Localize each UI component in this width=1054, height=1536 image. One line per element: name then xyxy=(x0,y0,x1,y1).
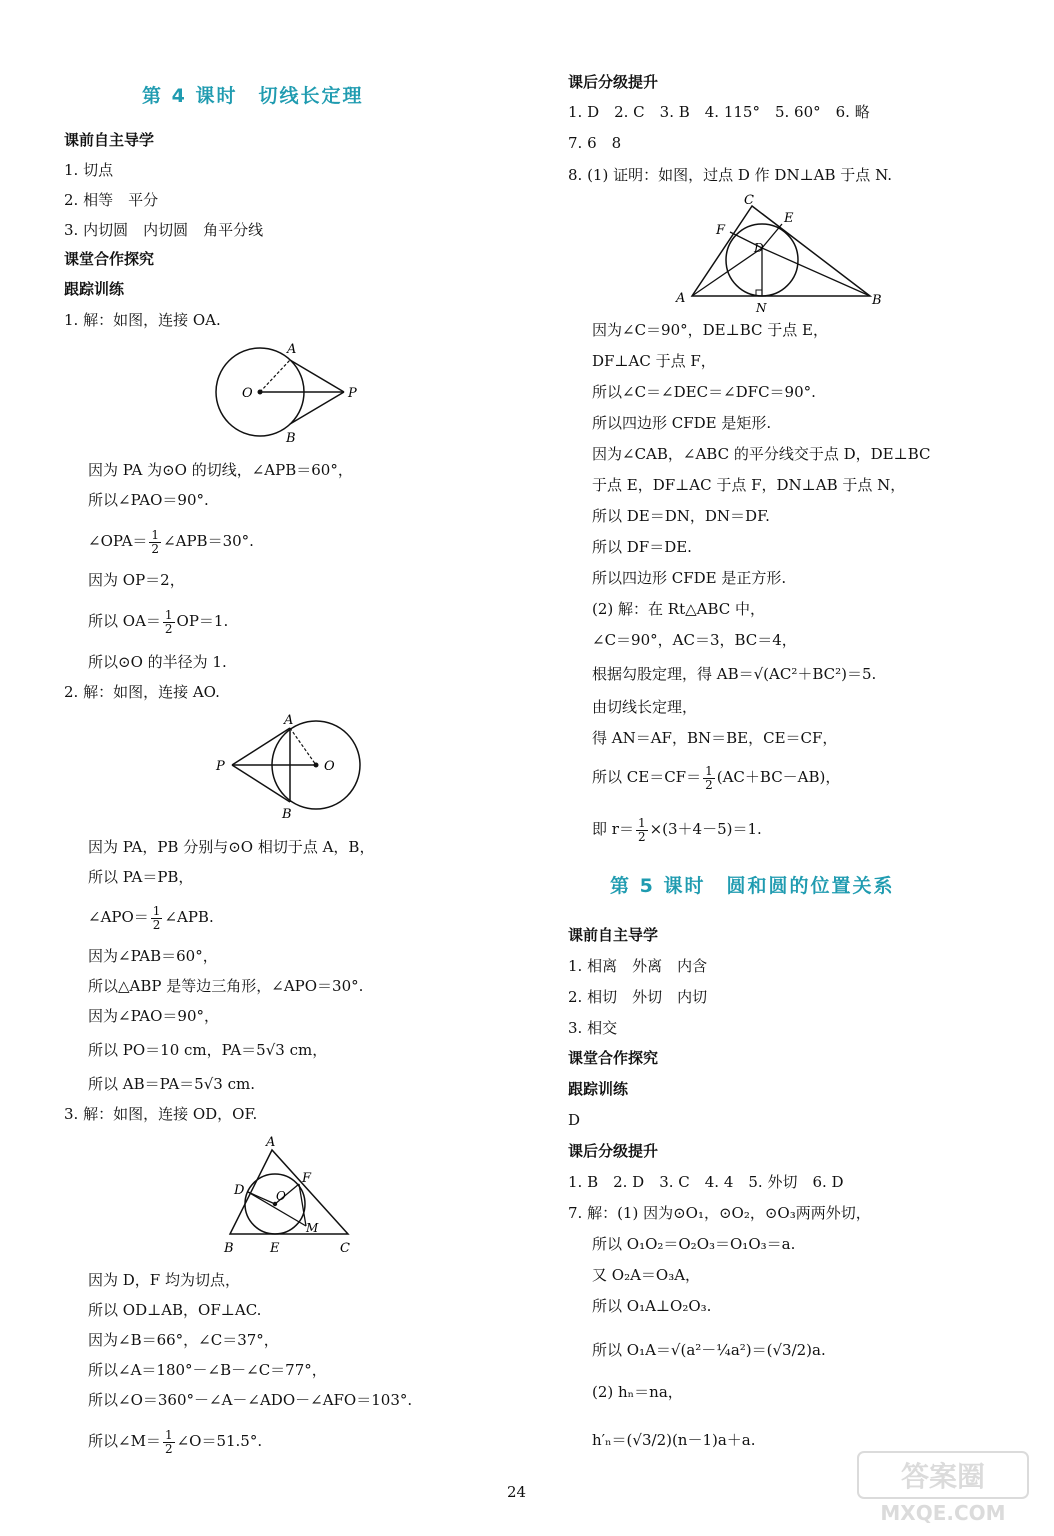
answer-line: 2. 相等 平分 xyxy=(64,191,159,209)
formula-prefix: 即 r＝ xyxy=(592,820,634,838)
svg-text:P: P xyxy=(348,386,357,401)
solution-line: 所以∠O＝360°－∠A－∠ADO－∠AFO＝103°. xyxy=(88,1391,413,1409)
fraction xyxy=(703,765,715,792)
svg-text:F: F xyxy=(302,1171,312,1186)
answer-line: 2. 相切 外切 内切 xyxy=(568,988,708,1006)
after-class-heading: 课后分级提升 xyxy=(568,73,659,91)
svg-text:B: B xyxy=(224,1241,234,1256)
pre-class-heading: 课前自主导学 xyxy=(64,131,155,149)
fraction xyxy=(636,817,648,844)
answer-line: 3. 内切圆 内切圆 角平分线 xyxy=(64,221,264,239)
fraction-numerator: 1 xyxy=(164,607,173,622)
tracking-heading: 跟踪训练 xyxy=(568,1080,629,1098)
svg-text:M: M xyxy=(306,1221,319,1235)
solution-line: 根据勾股定理，得 AB＝√(AC²＋BC²)＝5. xyxy=(592,665,877,683)
solution-line: 所以∠C＝∠DEC＝∠DFC＝90°. xyxy=(592,383,816,401)
solution-line: 因为∠PAB＝60°， xyxy=(88,947,218,965)
solution-line: 所以∠PAO＝90°. xyxy=(88,491,209,509)
question-2-head: 2. 解：如图，连接 AO. xyxy=(64,683,220,701)
solution-line: 因为∠PAO＝90°， xyxy=(88,1007,220,1025)
question-7-head: 7. 解：(1) 因为⊙O₁，⊙O₂，⊙O₃两两外切， xyxy=(568,1204,871,1222)
pre-class-heading: 课前自主导学 xyxy=(568,926,659,944)
svg-text:E: E xyxy=(270,1241,280,1256)
solution-line: 所以 DE＝DN，DN＝DF. xyxy=(592,507,770,525)
formula-rest: ∠O＝51.5°. xyxy=(176,1432,263,1450)
formula-prefix: 所以 OA＝ xyxy=(88,612,161,630)
fraction-denominator: 2 xyxy=(164,1441,173,1456)
fraction-denominator: 2 xyxy=(637,829,646,844)
solution-line: 所以 O₁A＝√(a²－¼a²)＝(√3/2)a. xyxy=(592,1341,826,1359)
class-coop-heading: 课堂合作探究 xyxy=(568,1049,659,1067)
answer-line: 7. 6 8 xyxy=(568,134,622,152)
solution-line-frac xyxy=(88,526,254,556)
solution-line: (2) 解：在 Rt△ABC 中， xyxy=(592,600,766,618)
formula-rest: (AC＋BC－AB)， xyxy=(716,768,841,786)
svg-text:A: A xyxy=(284,713,294,728)
question-8-head: 8. (1) 证明：如图，过点 D 作 DN⊥AB 于点 N. xyxy=(568,166,893,184)
solution-line-frac xyxy=(88,902,214,932)
formula-rest: ×(3＋4－5)＝1. xyxy=(649,820,762,838)
solution-line-frac xyxy=(88,606,228,636)
svg-text:B: B xyxy=(872,293,882,308)
solution-line-frac xyxy=(88,1426,262,1456)
svg-text:B: B xyxy=(282,807,292,820)
solution-line: 因为 PA 为⊙O 的切线，∠APB＝60°， xyxy=(88,461,353,479)
svg-text:C: C xyxy=(340,1241,350,1256)
figure-circle-tangents-1 xyxy=(212,338,372,446)
solution-line: ∠C＝90°，AC＝3，BC＝4， xyxy=(592,631,797,649)
fraction xyxy=(163,1429,175,1456)
solution-line: 因为 PA，PB 分别与⊙O 相切于点 A，B， xyxy=(88,838,375,856)
fraction-denominator: 2 xyxy=(151,541,160,556)
answer-line: 1. D 2. C 3. B 4. 115° 5. 60° 6. 略 xyxy=(568,103,870,121)
question-3-head: 3. 解：如图，连接 OD，OF. xyxy=(64,1105,258,1123)
fraction-denominator: 2 xyxy=(164,621,173,636)
svg-text:答案圈: 答案圈 xyxy=(900,1460,986,1493)
figure-right-triangle-incircle xyxy=(672,192,892,312)
fraction xyxy=(151,905,163,932)
fraction xyxy=(149,529,161,556)
answer-line: 1. 切点 xyxy=(64,161,114,179)
solution-line: 所以 PA＝PB， xyxy=(88,868,194,886)
answer-line: 3. 相交 xyxy=(568,1019,618,1037)
solution-line-frac xyxy=(592,762,840,792)
solution-line: 因为 OP＝2， xyxy=(88,571,185,589)
solution-line: 所以四边形 CFDE 是正方形. xyxy=(592,569,787,587)
fraction xyxy=(163,609,175,636)
svg-text:P: P xyxy=(216,759,225,774)
solution-line: 所以⊙O 的半径为 1. xyxy=(88,653,227,671)
solution-line: 所以四边形 CFDE 是矩形. xyxy=(592,414,772,432)
watermark-text: MXQE.COM xyxy=(880,1501,1006,1525)
svg-text:A: A xyxy=(676,291,686,306)
svg-text:D: D xyxy=(754,241,764,255)
svg-text:N: N xyxy=(756,301,767,312)
question-1-head: 1. 解：如图，连接 OA. xyxy=(64,311,221,329)
solution-line: 又 O₂A＝O₃A， xyxy=(592,1266,701,1284)
solution-line: 由切线长定理， xyxy=(592,698,698,716)
formula-rest: ∠APB＝30°. xyxy=(163,532,254,550)
figure-circle-tangents-2 xyxy=(212,710,372,820)
fraction-numerator: 1 xyxy=(164,1427,173,1442)
solution-line: 所以 O₁O₂＝O₂O₃＝O₁O₃＝a. xyxy=(592,1235,796,1253)
solution-line: 所以∠A＝180°－∠B－∠C＝77°， xyxy=(88,1361,327,1379)
svg-text:F: F xyxy=(716,223,726,238)
svg-text:E: E xyxy=(784,211,794,226)
svg-text:D: D xyxy=(234,1183,245,1198)
formula-prefix: ∠OPA＝ xyxy=(88,532,148,550)
after-class-heading: 课后分级提升 xyxy=(568,1142,659,1160)
fraction-numerator: 1 xyxy=(705,763,713,778)
svg-text:A: A xyxy=(287,342,297,357)
answer-line: D xyxy=(568,1111,581,1129)
page-number: 24 xyxy=(507,1483,527,1501)
solution-line: 所以 DF＝DE. xyxy=(592,538,692,556)
svg-text:O: O xyxy=(324,759,335,774)
fraction-numerator: 1 xyxy=(152,903,161,918)
solution-line: 因为 D，F 均为切点， xyxy=(88,1271,240,1289)
solution-line: (2) hₙ＝na， xyxy=(592,1383,683,1401)
solution-line: 因为∠B＝66°，∠C＝37°， xyxy=(88,1331,279,1349)
solution-line: DF⊥AC 于点 F， xyxy=(592,352,716,370)
figure-triangle-incircle xyxy=(220,1132,360,1262)
lesson-title-4: 第 4 课时 切线长定理 xyxy=(142,85,364,107)
watermark-logo xyxy=(848,1446,1038,1526)
solution-line: 所以 O₁A⊥O₂O₃. xyxy=(592,1297,712,1315)
formula-rest: ∠APB. xyxy=(164,908,214,926)
fraction-denominator: 2 xyxy=(152,917,161,932)
svg-text:O: O xyxy=(276,1189,286,1203)
fraction-numerator: 1 xyxy=(637,815,646,830)
svg-text:O: O xyxy=(242,386,253,401)
formula-prefix: ∠APO＝ xyxy=(88,908,149,926)
lesson-title-5: 第 5 课时 圆和圆的位置关系 xyxy=(610,875,895,897)
solution-line: 所以△ABP 是等边三角形，∠APO＝30°. xyxy=(88,977,364,995)
solution-line: 于点 E，DF⊥AC 于点 F，DN⊥AB 于点 N， xyxy=(592,476,906,494)
formula-prefix: 所以∠M＝ xyxy=(88,1432,161,1450)
fraction-numerator: 1 xyxy=(151,527,160,542)
answer-line: 1. B 2. D 3. C 4. 4 5. 外切 6. D xyxy=(568,1173,844,1191)
solution-line: 得 AN＝AF，BN＝BE，CE＝CF， xyxy=(592,729,838,747)
solution-line: 因为∠CAB，∠ABC 的平分线交于点 D，DE⊥BC xyxy=(592,445,931,463)
fraction-denominator: 2 xyxy=(705,777,713,792)
answer-line: 1. 相离 外离 内含 xyxy=(568,957,708,975)
solution-line: 所以 OD⊥AB，OF⊥AC. xyxy=(88,1301,262,1319)
formula-rest: OP＝1. xyxy=(176,612,229,630)
class-coop-heading: 课堂合作探究 xyxy=(64,250,155,268)
svg-text:C: C xyxy=(744,193,754,208)
svg-text:A: A xyxy=(266,1135,276,1150)
solution-line-frac xyxy=(592,814,762,844)
solution-line: 因为∠C＝90°，DE⊥BC 于点 E， xyxy=(592,321,828,339)
formula-prefix: 所以 CE＝CF＝ xyxy=(592,768,702,786)
solution-line: h′ₙ＝(√3/2)(n－1)a＋a. xyxy=(592,1431,756,1449)
tracking-heading: 跟踪训练 xyxy=(64,280,125,298)
solution-line: 所以 AB＝PA＝5√3 cm. xyxy=(88,1075,255,1093)
svg-text:B: B xyxy=(286,431,296,446)
solution-line: 所以 PO＝10 cm，PA＝5√3 cm， xyxy=(88,1041,328,1059)
